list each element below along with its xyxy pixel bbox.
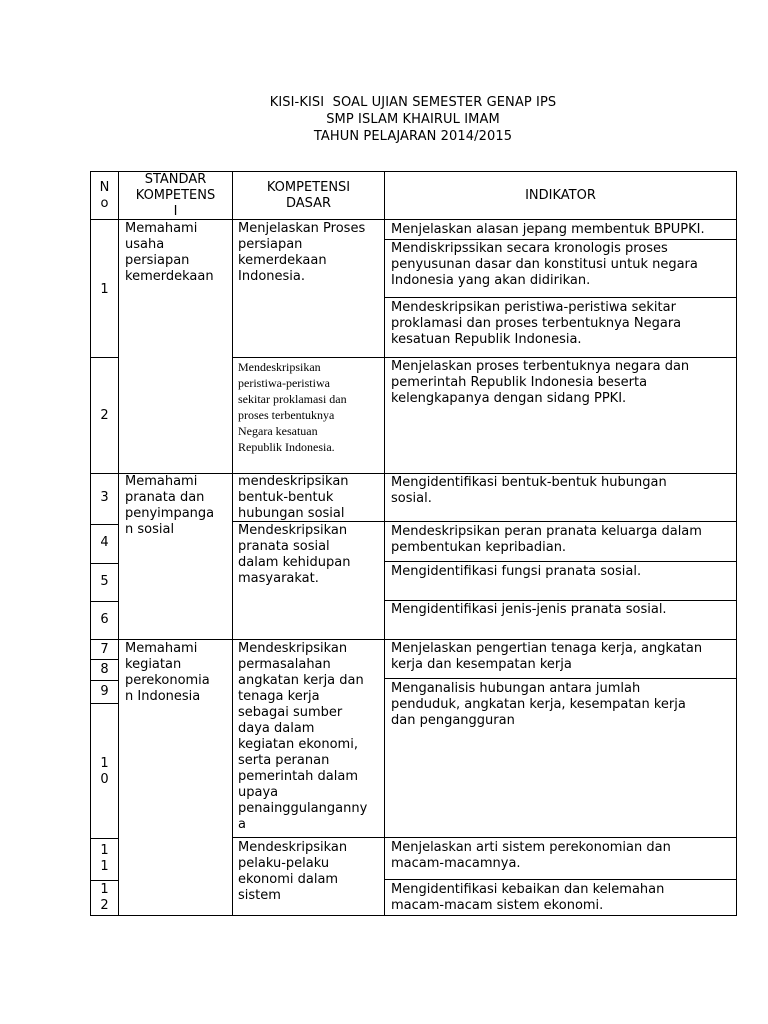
table-border bbox=[90, 915, 737, 916]
row-number: 6 bbox=[100, 612, 109, 627]
table-border bbox=[736, 171, 737, 916]
indikator-cell: Mengidentifikasi fungsi pranata sosial. bbox=[391, 564, 642, 579]
table-border bbox=[232, 357, 385, 358]
title-line-2: SMP ISLAM KHAIRUL IMAM bbox=[326, 112, 500, 127]
indikator-cell: Mendeskripsikan peran pranata keluarga dalam pembentukan kepribadian. bbox=[391, 524, 702, 555]
row-number: 8 bbox=[100, 662, 109, 677]
row-number: 3 bbox=[100, 490, 109, 505]
kompetensi-dasar-cell: Mendeskripsikan pelaku-pelaku ekonomi dalam sistem bbox=[238, 840, 348, 903]
table-border bbox=[384, 171, 385, 916]
table-border bbox=[90, 357, 119, 358]
row-number: 4 bbox=[100, 535, 109, 550]
table-border bbox=[90, 880, 119, 881]
table-border bbox=[232, 171, 233, 916]
table-border bbox=[232, 837, 385, 838]
table-border bbox=[90, 703, 119, 704]
row-number: 7 bbox=[100, 642, 109, 657]
kompetensi-dasar-cell: mendeskripsikan bentuk-bentuk hubungan sosial bbox=[238, 474, 349, 521]
table-border bbox=[384, 239, 737, 240]
table-border bbox=[90, 524, 119, 525]
table-border bbox=[384, 561, 737, 562]
indikator-cell: Menganalisis hubungan antara jumlah penduduk, angkatan kerja, kesempatan kerja dan pengangguran bbox=[391, 681, 686, 728]
indikator-cell: Mengidentifikasi bentuk-bentuk hubungan sosial. bbox=[391, 475, 667, 506]
table-border bbox=[384, 678, 737, 679]
header-standar-kompetensi: STANDAR KOMPETENS I bbox=[135, 172, 216, 219]
indikator-cell: Mengidentifikasi jenis-jenis pranata sosial. bbox=[391, 602, 667, 617]
standar-kompetensi-cell: Memahami pranata dan penyimpanga n sosial bbox=[125, 474, 215, 537]
standar-kompetensi-cell: Memahami kegiatan perekonomia n Indonesia bbox=[125, 641, 210, 704]
table-border bbox=[384, 521, 737, 522]
table-border bbox=[384, 837, 737, 838]
row-number: 1 2 bbox=[100, 882, 109, 913]
table-border bbox=[90, 563, 119, 564]
header-indikator: INDIKATOR bbox=[525, 188, 596, 203]
indikator-cell: Mendiskripssikan secara kronologis proses penyusunan dasar dan konstitusi untuk negara Indonesia yang akan didirikan. bbox=[391, 241, 698, 288]
row-number: 1 bbox=[100, 282, 109, 297]
row-number: 1 1 bbox=[100, 843, 109, 874]
table-border bbox=[90, 680, 119, 681]
header-no: N o bbox=[99, 180, 110, 211]
row-number: 1 0 bbox=[100, 756, 109, 787]
standar-kompetensi-cell: Memahami usaha persiapan kemerdekaan bbox=[125, 221, 214, 284]
indikator-cell: Mendeskripsikan peristiwa-peristiwa sekitar proklamasi dan proses terbentuknya Negara kesatuan Republik Indonesia. bbox=[391, 300, 682, 347]
table-border bbox=[90, 639, 737, 640]
table-border bbox=[384, 600, 737, 601]
table-border bbox=[384, 297, 737, 298]
indikator-cell: Menjelaskan proses terbentuknya negara dan pemerintah Republik Indonesia beserta kelengkapanya dengan sidang PPKI. bbox=[391, 359, 690, 406]
table-border bbox=[90, 659, 119, 660]
row-number: 2 bbox=[100, 408, 109, 423]
table-border bbox=[384, 357, 737, 358]
indikator-cell: Menjelaskan pengertian tenaga kerja, angkatan kerja dan kesempatan kerja bbox=[391, 641, 703, 672]
table-border bbox=[384, 879, 737, 880]
kompetensi-dasar-cell: Mendeskripsikan peristiwa-peristiwa sekitar proklamasi dan proses terbentuknya Negara kesatuan Republik Indonesia. bbox=[238, 360, 347, 454]
title-line-1: KISI-KISI SOAL UJIAN SEMESTER GENAP IPS bbox=[269, 95, 557, 110]
header-kompetensi-dasar: KOMPETENSI DASAR bbox=[266, 180, 351, 211]
row-number: 9 bbox=[100, 684, 109, 699]
row-number: 5 bbox=[100, 574, 109, 589]
indikator-cell: Mengidentifikasi kebaikan dan kelemahan macam-macam sistem ekonomi. bbox=[391, 882, 665, 913]
indikator-cell: Menjelaskan arti sistem perekonomian dan macam-macamnya. bbox=[391, 840, 671, 871]
indikator-cell: Menjelaskan alasan jepang membentuk BPUPKI. bbox=[391, 222, 705, 237]
kompetensi-dasar-cell: Mendeskripsikan permasalahan angkatan kerja dan tenaga kerja sebagai sumber daya dalam kegiatan ekonomi, serta peranan pemerintah dalam upaya penainggulanganny a bbox=[238, 641, 368, 832]
table-border bbox=[90, 838, 119, 839]
kompetensi-dasar-cell: Menjelaskan Proses persiapan kemerdekaan Indonesia. bbox=[238, 221, 366, 284]
kompetensi-dasar-cell: Mendeskripsikan pranata sosial dalam kehidupan masyarakat. bbox=[238, 523, 351, 586]
title-line-3: TAHUN PELAJARAN 2014/2015 bbox=[313, 129, 513, 144]
table-border bbox=[90, 601, 119, 602]
